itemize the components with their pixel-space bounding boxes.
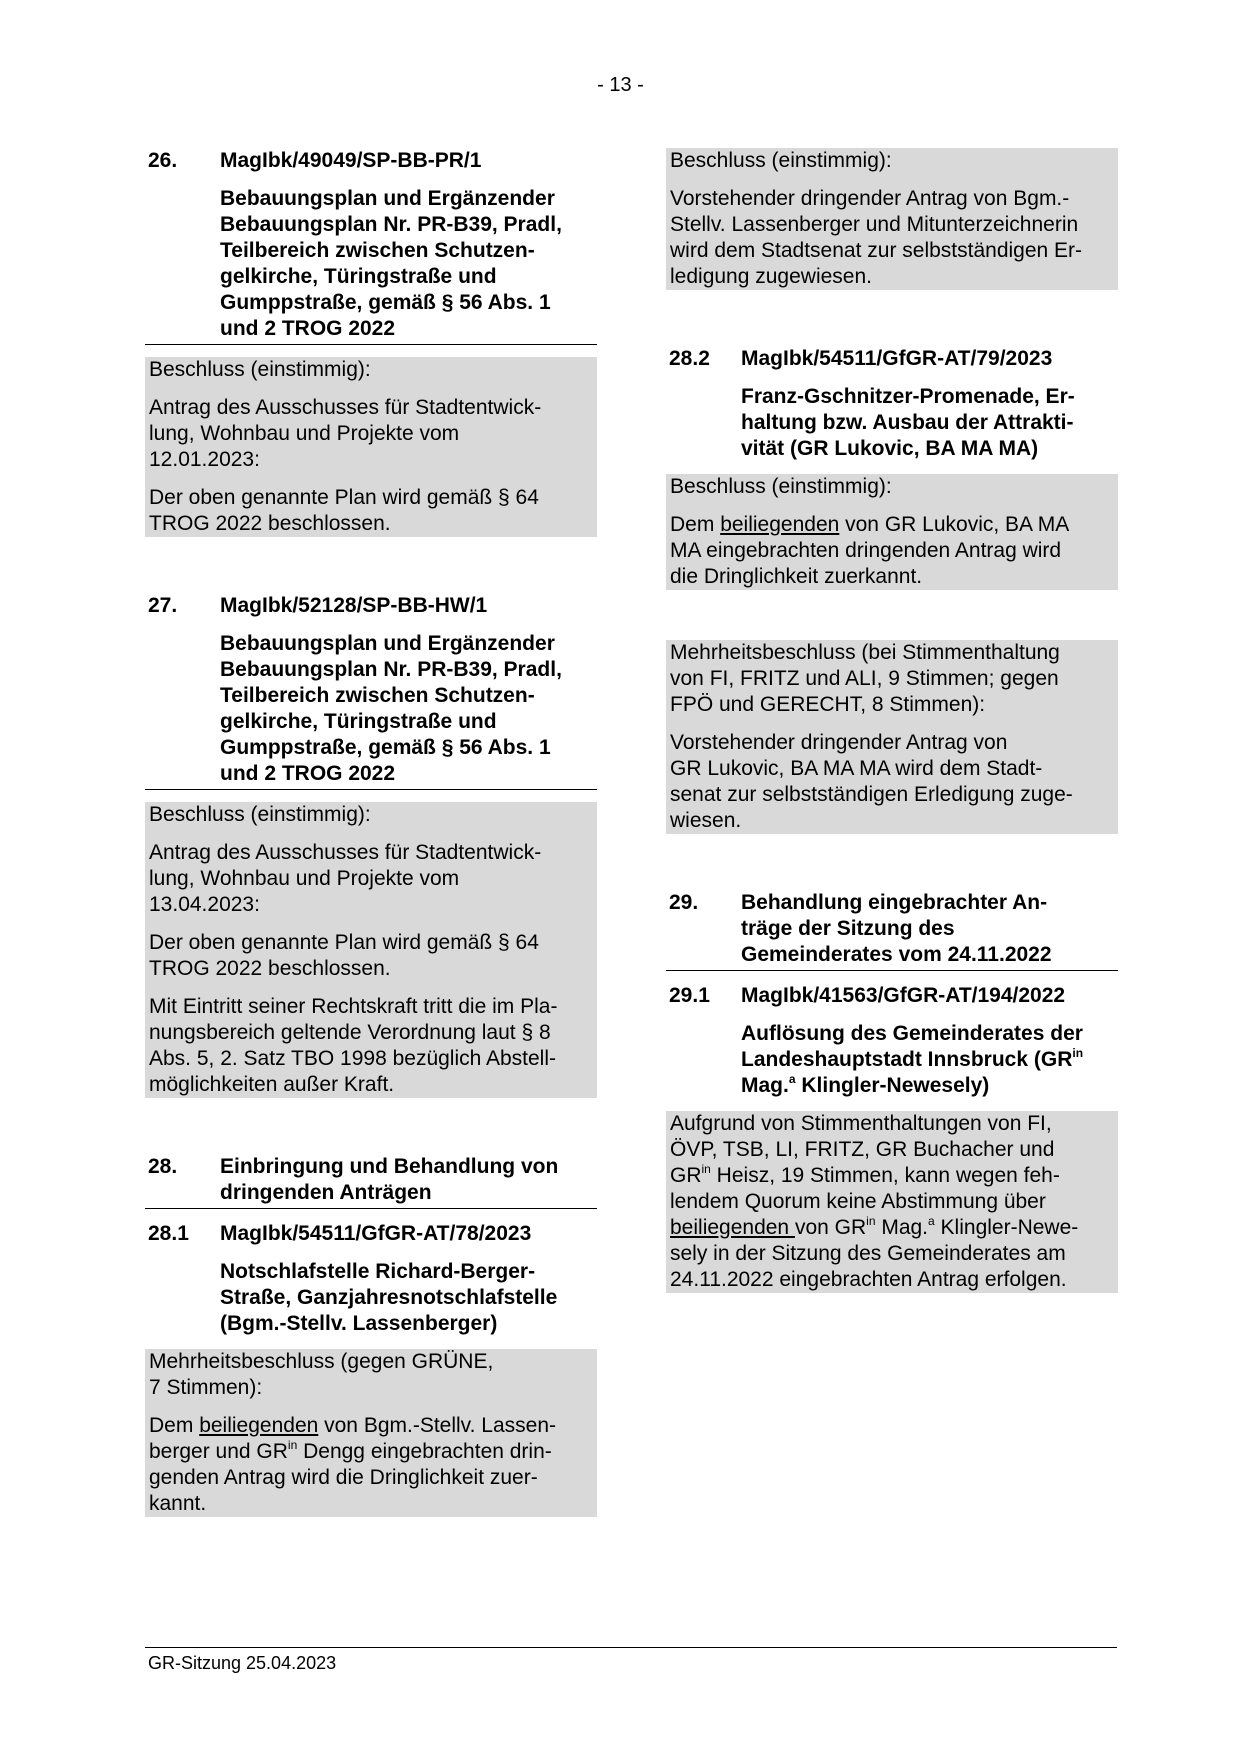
decision-text: Antrag des Ausschusses für Stadtentwick- lung, Wohnbau und Projekte vom 13.04.2023: xyxy=(149,841,542,916)
right-column xyxy=(666,148,1118,1293)
item-27-heading xyxy=(145,593,597,790)
item-title: Notschlafstelle Richard-Berger- Straße, Ganzjahresnotschlafstelle (Bgm.-Stellv. Lassenberger) xyxy=(220,1260,558,1335)
item-26-decision-box xyxy=(145,357,597,537)
item-number: 26. xyxy=(148,149,178,172)
footer-text: GR-Sitzung 25.04.2023 xyxy=(148,1653,337,1673)
item-title: Bebauungsplan und Ergänzender Bebauungsplan Nr. PR-B39, Pradl, Teilbereich zwischen Schutzen- gelkirche, Türingstraße und Gumppstraße, gemäß § 56 Abs. 1 und 2 TROG 2022 xyxy=(220,187,562,340)
item-26-heading xyxy=(145,148,597,345)
decision-text: Vorstehender dringender Antrag von Bgm.- Stellv. Lassenberger und Mitunterzeichnerin wird dem Stadtsenat zur selbstständigen Er- ledigung zugewiesen. xyxy=(670,187,1083,288)
item-title: Einbringung und Behandlung von dringenden Anträgen xyxy=(220,1155,559,1204)
item-number: 29. xyxy=(669,891,699,914)
decision-label: Beschluss (einstimmig): xyxy=(670,475,892,498)
footer-divider xyxy=(145,1647,1117,1648)
decision-text: Mit Eintritt seiner Rechtskraft tritt die im Pla- nungsbereich geltende Verordnung laut § 8 Abs. 5, 2. Satz TBO 1998 bezüglich Abstell- möglichkeiten außer Kraft. xyxy=(149,995,558,1096)
item-title: Franz-Gschnitzer-Promenade, Er- haltung bzw. Ausbau der Attrakti- vität (GR Lukovic, BA MA MA) xyxy=(741,385,1075,460)
item-code: MagIbk/54511/GfGR-AT/79/2023 xyxy=(741,347,1053,370)
item-code: MagIbk/52128/SP-BB-HW/1 xyxy=(220,594,488,617)
item-29-1-heading xyxy=(666,983,1118,1099)
item-28-2-decision-box xyxy=(666,474,1118,590)
item-title: Bebauungsplan und Ergänzender Bebauungsplan Nr. PR-B39, Pradl, Teilbereich zwischen Schutzen- gelkirche, Türingstraße und Gumppstraße, gemäß § 56 Abs. 1 und 2 TROG 2022 xyxy=(220,632,562,785)
left-column xyxy=(145,148,597,1517)
item-28-2-majority-box xyxy=(666,640,1118,834)
decision-text: Dem beiliegenden von Bgm.-Stellv. Lassen- berger und $GR^{in}$ Dengg eingebrachten drin- genden Antrag wird die Dringlichkeit zuer- kannt. xyxy=(149,1414,557,1515)
beiliegenden-link: beiliegenden xyxy=(720,513,840,536)
item-title: Behandlung eingebrachter An- träge der Sitzung des Gemeinderates vom 24.11.2022 xyxy=(741,891,1052,966)
decision-text: Antrag des Ausschusses für Stadtentwick- lung, Wohnbau und Projekte vom 12.01.2023: xyxy=(149,396,542,471)
item-27-decision-box xyxy=(145,802,597,1098)
item-28-heading xyxy=(145,1154,597,1209)
decision-text: Der oben genannte Plan wird gemäß § 64 TROG 2022 beschlossen. xyxy=(149,486,539,535)
item-28-1-followup-box xyxy=(666,148,1118,290)
decision-label: Mehrheitsbeschluss (gegen GRÜNE, 7 Stimmen): xyxy=(149,1350,494,1399)
item-number: 27. xyxy=(148,594,178,617)
decision-label: Beschluss (einstimmig): xyxy=(149,358,371,381)
item-29-heading xyxy=(666,890,1118,971)
item-number: 28.2 xyxy=(669,347,710,370)
item-code: MagIbk/54511/GfGR-AT/78/2023 xyxy=(220,1222,532,1245)
decision-text: Vorstehender dringender Antrag von GR Lukovic, BA MA MA wird dem Stadt- senat zur selbstständigen Erledigung zuge- wiesen. xyxy=(670,731,1073,832)
item-28-1-heading xyxy=(145,1221,597,1337)
page-number: - 13 - xyxy=(597,74,644,96)
item-28-1-decision-box xyxy=(145,1349,597,1517)
decision-text: Aufgrund von Stimmenthaltungen von FI, ÖVP, TSB, LI, FRITZ, GR Buchacher und $GR^{in}$ Heisz, 19 Stimmen, kann wegen feh- lendem Quorum keine Abstimmung über beiliegenden von $GR^{in}$ Mag.$^a$ Klingler-Newe- sely in der Sitzung des Gemeinderates am 24.11.2022 eingebrachten Antrag erfolgen. xyxy=(670,1112,1079,1291)
decision-label: Beschluss (einstimmig): xyxy=(149,803,371,826)
item-number: 28.1 xyxy=(148,1222,189,1245)
decision-text: Der oben genannte Plan wird gemäß § 64 TROG 2022 beschlossen. xyxy=(149,931,539,980)
item-number: 28. xyxy=(148,1155,178,1178)
item-code: MagIbk/41563/GfGR-AT/194/2022 xyxy=(741,984,1066,1007)
item-code: MagIbk/49049/SP-BB-PR/1 xyxy=(220,149,482,172)
decision-text: Dem beiliegenden von GR Lukovic, BA MA MA eingebrachten dringenden Antrag wird die Dringlichkeit zuerkannt. xyxy=(670,513,1070,588)
item-number: 29.1 xyxy=(669,984,710,1007)
item-28-2-heading xyxy=(666,346,1118,462)
decision-label: Mehrheitsbeschluss (bei Stimmenthaltung von FI, FRITZ und ALI, 9 Stimmen; gegen FPÖ und GERECHT, 8 Stimmen): xyxy=(670,641,1060,716)
item-29-1-decision-box xyxy=(666,1111,1118,1293)
decision-label: Beschluss (einstimmig): xyxy=(670,149,892,172)
beiliegenden-link: beiliegenden xyxy=(199,1414,319,1437)
beiliegenden-link: beiliegenden xyxy=(670,1216,795,1239)
item-title: Auflösung des Gemeinderates der Landeshauptstadt Innsbruck ($GR^{in}$ Mag.$^a$ Klingler-Newesely) xyxy=(741,1022,1084,1097)
